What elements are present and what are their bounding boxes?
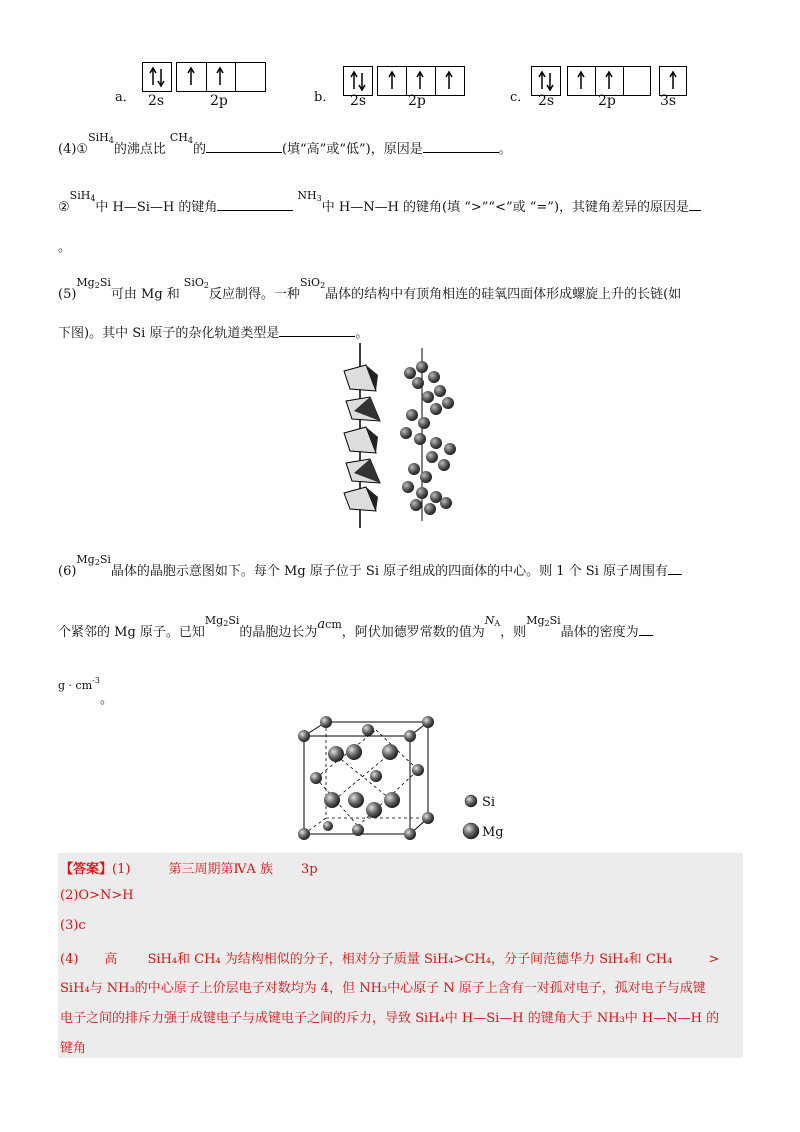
formula-sub: A: [494, 619, 501, 628]
formula-mg2si: [205, 614, 239, 627]
q4-line1: [58, 131, 512, 157]
q4-text: 。: [498, 142, 512, 157]
q5-text: 晶体的结构中有顶角相连的硅氧四面体形成螺旋上升的长链(如: [325, 287, 682, 302]
formula-text: Mg: [204, 614, 224, 627]
si-legend-icon: [464, 794, 478, 808]
formula-sih4: [88, 131, 114, 144]
orbital-cell-empty: [235, 63, 265, 91]
q6-line2: [58, 614, 653, 640]
formula-text: Si: [228, 614, 240, 627]
q6-text: ，则: [500, 625, 527, 640]
formula-mg2si: [526, 614, 560, 627]
q4-item-number: ②: [58, 200, 70, 215]
formula-sub: 2: [203, 281, 209, 290]
orbital-cell: [206, 63, 236, 91]
formula-text: Si: [549, 614, 561, 627]
answer-blank[interactable]: [279, 336, 355, 337]
formula-text: SiO: [183, 276, 204, 289]
variable-a: a: [317, 617, 326, 632]
variable-n: N: [484, 614, 495, 627]
answer-text: 高: [104, 952, 118, 967]
q4-text: 中 H—Si—H 的键角: [95, 200, 218, 215]
up-arrow-icon: [406, 67, 435, 95]
answer-line-6: 电子之间的排斥力强于成键电子与成键电子之间的斥力，导致 SiH₄中 H—Si—H 的键角大于 NH₃中 H—N—H 的: [60, 1011, 720, 1026]
q4-text: 的: [192, 142, 206, 157]
orbital-2s-box: [142, 62, 172, 92]
unit-cm: cm: [325, 618, 342, 631]
orbital-2s-box: [343, 66, 373, 96]
orbital-label-2s: 2s: [538, 93, 555, 109]
q4-text: (填“高”或“低”)，原因是: [281, 142, 423, 157]
formula-text: Mg: [526, 614, 545, 627]
answer-text: (4): [60, 952, 79, 967]
silicate-helix-figure: [336, 343, 476, 528]
formula-sub: 2: [223, 619, 229, 628]
formula-text: SiO: [299, 276, 321, 289]
formula-mg2si: [76, 553, 110, 566]
orbital-label-2s: 2s: [148, 93, 165, 109]
answer-blank[interactable]: [217, 210, 293, 211]
formula-sub: 2: [544, 619, 550, 628]
answer-line-3: (3)c: [60, 918, 86, 933]
formula-text: SiH: [88, 131, 109, 144]
option-label-b: b．: [314, 90, 336, 105]
up-arrow-icon: [206, 63, 235, 91]
paired-arrows-icon: [143, 63, 171, 91]
orbital-cell: [378, 67, 407, 95]
formula-ch4: [170, 131, 193, 144]
answer-text: 第三周期第ⅣA 族: [168, 862, 273, 877]
orbital-2p-box: [176, 62, 266, 92]
orbital-label-2p: 2p: [598, 93, 616, 109]
unit-text: g · cm: [58, 679, 93, 692]
formula-text: SiH: [69, 189, 91, 202]
orbital-label-3s: 3s: [660, 93, 677, 109]
q6-text: 晶体的晶胞示意图如下。每个 Mg 原子位于 Si 原子组成的四面体的中心。则 1 个 Si 原子周围有: [110, 564, 668, 579]
q6-prefix: (6): [58, 564, 77, 579]
orbital-cell: [177, 63, 207, 91]
q4-line2-end: 。: [58, 240, 72, 255]
legend-mg-label: Mg: [482, 825, 504, 840]
q5-line2: [58, 322, 368, 341]
orbital-label-2s: 2s: [350, 93, 367, 109]
formula-sub: 4: [108, 136, 114, 145]
density-unit: [58, 676, 100, 692]
formula-text: CH: [169, 131, 188, 144]
formula-sio2: [300, 276, 325, 289]
q6-text: 个紧邻的 Mg 原子。已知: [58, 625, 205, 640]
q6-end: 。: [100, 692, 114, 707]
formula-nh3: [297, 189, 321, 202]
unit-cell-figure: [292, 712, 442, 842]
formula-sih4: [70, 189, 96, 202]
orbital-2s-box: [531, 66, 561, 96]
answer-line-7: 键角: [60, 1041, 87, 1056]
q5-text: 可由 Mg 和: [110, 287, 180, 302]
answer-line-4: [60, 948, 719, 967]
q4-text: 中 H—N—H 的键角(填 “>”“<”或 “=”)，其键角差异的原因是: [321, 200, 690, 215]
up-arrow-icon: [568, 67, 595, 95]
up-arrow-icon: [660, 67, 686, 95]
paired-arrows-icon: [532, 67, 560, 95]
answer-blank[interactable]: [206, 152, 282, 153]
q5-text: 。: [355, 326, 369, 341]
answer-text: >: [708, 952, 720, 967]
formula-sub: 2: [94, 558, 100, 567]
avogadro-symbol: [485, 613, 500, 628]
up-arrow-icon: [378, 67, 406, 95]
q5-line1: [58, 276, 682, 302]
q5-text: 下图)。其中 Si 原子的杂化轨道类型是: [58, 326, 280, 341]
q4-text: 的沸点比: [113, 142, 166, 157]
formula-sub: 3: [316, 194, 322, 203]
orbital-cell: [568, 67, 596, 95]
answer-blank[interactable]: [423, 152, 499, 153]
q6-text: 的晶胞边长为: [239, 625, 318, 640]
q4-prefix: (4)①: [58, 142, 89, 157]
formula-sio2: [184, 276, 209, 289]
answer-tag: 【答案】: [60, 862, 113, 877]
answer-text: (1): [112, 862, 131, 877]
formula-sub: 4: [187, 136, 193, 145]
orbital-2p-box: [377, 66, 465, 96]
q6-line1: [58, 553, 682, 579]
answer-blank[interactable]: [639, 635, 653, 636]
up-arrow-icon: [435, 67, 464, 95]
mg-legend-icon: [462, 822, 480, 840]
answer-line-5: SiH₄与 NH₃的中心原子上价层电子对数均为 4，但 NH₃中心原子 N 原子上含有一对孤对电子，孤对电子与成键: [60, 981, 706, 996]
option-label-c: c．: [510, 90, 531, 105]
orbital-cell-empty: [623, 67, 650, 95]
formula-mg2si: [76, 276, 110, 289]
answer-blank[interactable]: [668, 574, 682, 575]
unit-sup: -3: [92, 676, 100, 685]
answer-text: SiH₄和 CH₄ 为结构相似的分子，相对分子质量 SiH₄>CH₄，分子间范德华力 SiH₄和 CH₄: [147, 952, 673, 967]
formula-text: Mg: [76, 553, 95, 566]
edge-length: [317, 617, 341, 632]
q6-text: ，阿伏加德罗常数的值为: [341, 625, 485, 640]
answer-text: 3p: [300, 862, 318, 877]
orbital-2p-box: [567, 66, 651, 96]
answer-line-1: [60, 858, 318, 877]
up-arrow-icon: [595, 67, 623, 95]
formula-text: Mg: [76, 276, 95, 289]
option-label-a: a．: [115, 90, 136, 105]
formula-sub: 4: [90, 194, 96, 203]
up-arrow-icon: [177, 63, 206, 91]
formula-sub: 2: [94, 281, 100, 290]
q5-prefix: (5): [58, 287, 77, 302]
orbital-cell: [435, 67, 464, 95]
q6-text: 晶体的密度为: [560, 625, 639, 640]
orbital-label-2p: 2p: [210, 93, 228, 109]
formula-text: Si: [99, 553, 111, 566]
orbital-3s-box: [659, 66, 687, 96]
q4-line2: [58, 189, 701, 215]
answer-line-2: (2)O>N>H: [60, 888, 134, 903]
orbital-cell: [595, 67, 624, 95]
orbital-label-2p: 2p: [408, 93, 426, 109]
answer-blank[interactable]: [689, 210, 701, 211]
orbital-cell: [406, 67, 436, 95]
paired-arrows-icon: [344, 67, 372, 95]
formula-text: Si: [99, 276, 111, 289]
legend-si-label: Si: [482, 795, 496, 810]
q5-text: 反应制得。一种: [208, 287, 300, 302]
formula-sub: 2: [320, 281, 326, 290]
formula-text: NH: [297, 189, 317, 202]
